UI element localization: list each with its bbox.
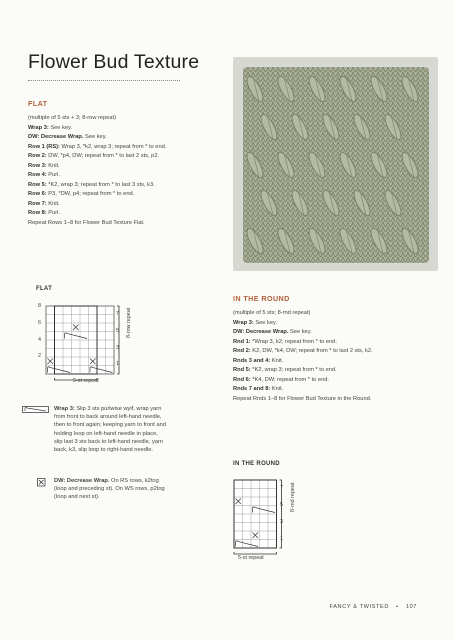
flat-row-number-4: 4: [38, 337, 41, 343]
round-line-label: Rnd 5:: [233, 367, 251, 373]
round-line-text: *K4, DW; repeat from * to end.: [250, 376, 329, 383]
round-line: [233, 309, 373, 319]
round-line-text: Repeat Rnds 1–8 for Flower Bud Texture in the Round.: [233, 395, 372, 402]
footer-bullet: •: [396, 604, 399, 610]
round-line-label: Wrap 3:: [233, 319, 254, 326]
flat-line-text: Knit.: [46, 162, 60, 169]
flat-line-label: Wrap 3:: [28, 124, 49, 131]
flat-line-text: (multiple of 5 sts + 3; 8-row repeat): [28, 115, 117, 121]
flat-chart-label: FLAT: [36, 286, 53, 292]
flat-line-label: DW: Decrease Wrap.: [28, 134, 84, 140]
flat-line-text: See key.: [83, 134, 107, 140]
footer-section-title: FANCY & TWISTED: [329, 604, 389, 610]
round-line: [233, 338, 373, 348]
round-line-label: Rnd 6:: [233, 376, 251, 383]
flat-line-text: DW, *p4, DW; repeat from * to last 2 sts, p2.: [46, 153, 160, 159]
flat-row-number-7: 7: [116, 311, 119, 317]
round-line-text: *Wrap 3, k2; repeat from * to end.: [250, 338, 337, 345]
round-line-text: See key.: [253, 319, 278, 326]
flat-line: [28, 133, 166, 143]
flat-line-label: Row 7:: [28, 200, 47, 207]
round-heading: IN THE ROUND: [233, 294, 290, 303]
flat-line-label: Row 5:: [28, 181, 47, 188]
round-line: [233, 385, 373, 395]
round-line: [233, 357, 373, 367]
round-row-number-5: 5: [280, 502, 283, 508]
flat-row-number-2: 2: [38, 353, 41, 359]
dw-key-symbol: [37, 478, 46, 487]
flat-row-number-5: 5: [116, 328, 119, 334]
flat-row-repeat-label: 8-row repeat: [126, 307, 132, 338]
flat-line: [28, 209, 166, 219]
flat-line-text: See key.: [48, 124, 73, 131]
flat-line: [28, 162, 166, 172]
flat-row-number-8: 8: [38, 303, 41, 309]
flat-line-label: Row 6:: [28, 191, 47, 197]
round-line-text: *K2, wrap 3; repeat from * to end.: [250, 367, 337, 373]
round-chart-label: IN THE ROUND: [233, 461, 280, 467]
flat-line-label: Row 8:: [28, 210, 47, 216]
flat-line-text: Wrap 3, *k2, wrap 3; repeat from * to end.: [59, 143, 167, 150]
round-row-number-1: 1: [280, 536, 283, 542]
flat-line-label: Row 1 (RS):: [28, 143, 60, 150]
flat-line: [28, 114, 166, 124]
flat-row-number-1: 1: [116, 361, 119, 367]
round-line-text: (multiple of 5 sts; 8-rnd repeat): [233, 310, 311, 316]
round-line-text: Knit.: [270, 386, 284, 392]
round-line: [233, 366, 373, 376]
flat-line: [28, 171, 166, 181]
round-instructions: [233, 309, 373, 404]
page-footer: [330, 604, 417, 610]
wrap3-key-description: Slip 3 sts purlwise wyif, wrap yarn from front to back around left-hand needle, then to front again; keeping yarn to front and holding loop on left-hand needle in place, slip last 3 sts back to left-hand needle, yarn back, k3, slip loop to right-hand needle.: [54, 406, 166, 454]
flat-line-text: Repeat Rows 1–8 for Flower Bud Texture Flat.: [28, 219, 145, 226]
page-title: Flower Bud Texture: [28, 51, 200, 73]
stitch-repeat-bracket: [234, 552, 277, 554]
round-line: [233, 376, 373, 386]
flat-row-number-3: 3: [116, 345, 119, 351]
round-line: [233, 347, 373, 357]
round-line-text: K2, DW, *k4, DW; repeat from * to last 2 sts, k2.: [250, 348, 373, 354]
round-line-text: Knit.: [270, 357, 284, 364]
round-row-number-3: 3: [280, 519, 283, 525]
flat-line-label: Row 3:: [28, 162, 47, 169]
round-line: [233, 395, 373, 405]
flat-heading: FLAT: [28, 99, 48, 108]
flat-line-label: Row 4:: [28, 172, 47, 178]
flat-line: [28, 190, 166, 200]
round-line-label: Rnd 1:: [233, 338, 251, 345]
flat-line-text: *K2, wrap 3; repeat from * to last 3 sts, k3.: [46, 181, 155, 188]
flat-instructions: [28, 114, 166, 228]
round-line-label: Rnd 2:: [233, 348, 251, 354]
round-row-number-7: 7: [280, 485, 283, 491]
round-line-label: DW: Decrease Wrap.: [233, 329, 289, 335]
knit-swatch-photo: [233, 57, 438, 271]
round-row-repeat-label: 8-rnd repeat: [290, 482, 296, 512]
flat-line-label: Row 2:: [28, 153, 47, 159]
wrap3-key-text: [54, 405, 166, 454]
flat-line-text: Purl.: [46, 210, 60, 216]
dw-key-text: [54, 477, 166, 502]
round-stitch-repeat-label: 5-st repeat: [238, 555, 264, 561]
round-line-label: Rnds 7 and 8:: [233, 386, 271, 392]
wrap3-key-symbol: [22, 406, 50, 414]
flat-line: [28, 152, 166, 162]
flat-line: [28, 200, 166, 210]
round-line: [233, 319, 373, 329]
title-divider: [28, 80, 180, 81]
page-number: 107: [405, 604, 417, 610]
flat-line-text: Knit.: [46, 200, 60, 207]
flat-line: [28, 181, 166, 191]
flat-line-text: Purl.: [46, 172, 60, 178]
dw-key-description: On RS rows, k2tog (loop and preceding st). On WS rows, p2tog (loop and next st).: [54, 478, 165, 501]
flat-stitch-repeat-label: 5-st repeat: [73, 378, 99, 384]
flat-chart: [28, 298, 138, 388]
flat-line: [28, 219, 166, 229]
wrap3-key-term: Wrap 3:: [54, 406, 75, 412]
flat-line: [28, 143, 166, 153]
dw-key-term: DW: Decrease Wrap.: [54, 478, 110, 484]
flat-line: [28, 124, 166, 134]
flat-line-text: P3, *DW, p4; repeat from * to end.: [46, 191, 135, 197]
round-line-label: Rnds 3 and 4:: [233, 357, 271, 364]
flat-row-number-6: 6: [38, 320, 41, 326]
round-line: [233, 328, 373, 338]
round-line-text: See key.: [288, 329, 312, 335]
